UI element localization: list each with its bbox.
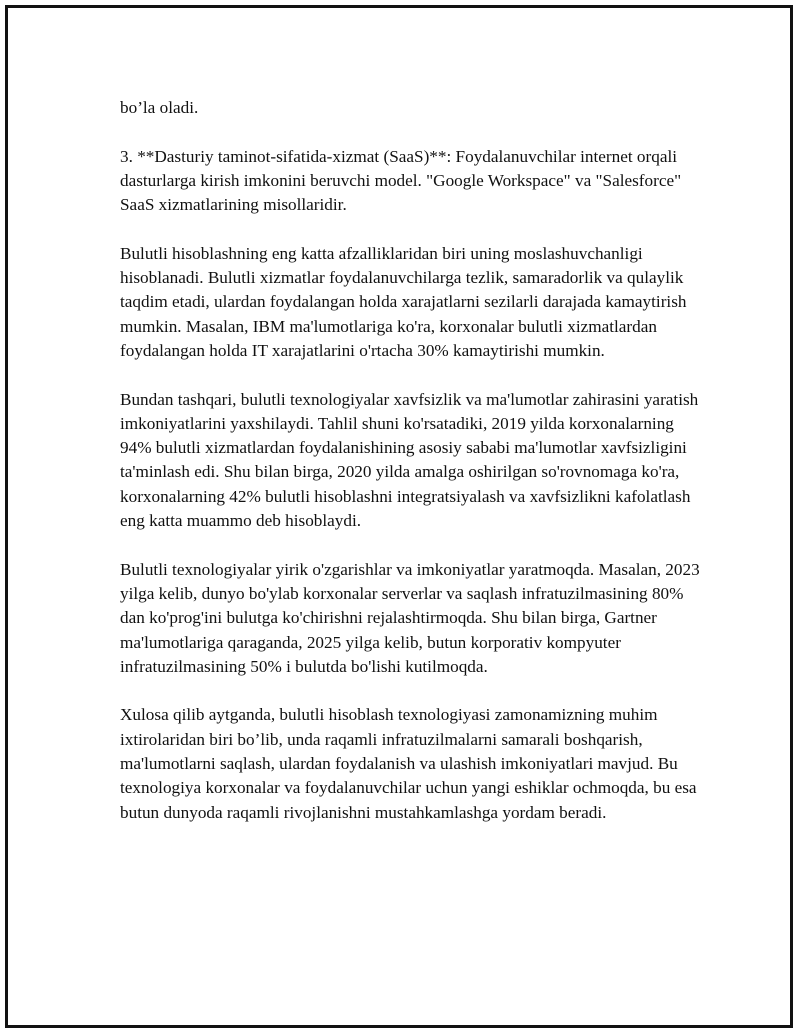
paragraph-security: Bundan tashqari, bulutli texnologiyalar xavfsizlik va ma'lumotlar zahirasini yaratish imkoniyatlarini yaxshilaydi. Tahlil shuni ko'rsatadiki, 2019 yilda korxonalarning 94% bulutli xizmatlardan foydalanishining asosiy sababi ma'lumotlar xavfsizligini ta'minlash edi. Shu bilan birga, 2020 yilda amalga oshirilgan so'rovnomaga ko'ra, korxonalarning 42% bulutli hisoblashni integratsiyalash va xavfsizlikni kafolatlash eng katta muammo deb hisoblaydi. xyxy=(120,389,699,531)
document-page xyxy=(5,5,793,1028)
paragraph-flexibility: Bulutli hisoblashning eng katta afzalliklaridan biri uning moslashuvchanligi hisoblanadi. Bulutli xizmatlar foydalanuvchilarga tezlik, samaradorlik va qulaylik taqdim etadi, ulardan foydalangan holda xarajatlarni sezilarli darajada kamaytirish mumkin. Masalan, IBM ma'lumotlariga ko'ra, korxonalar bulutli xizmatlardan foydalangan holda IT xarajatlarini o'rtacha 30% kamaytirishi mumkin. xyxy=(120,243,687,360)
paragraph-changes: Bulutli texnologiyalar yirik o'zgarishlar va imkoniyatlar yaratmoqda. Masalan, 2023 yilga kelib, dunyo bo'ylab korxonalar serverlar va saqlash infratuzilmasining 80% dan ko'prog'ini bulutga ko'chirishni rejalashtirmoqda. Shu bilan birga, Gartner ma'lumotlariga qaraganda, 2025 yilga kelib, butun korporativ kompyuter infratuzilmasining 50% i bulutda bo'lishi kutilmoqda. xyxy=(120,559,700,676)
document-body xyxy=(120,96,700,825)
paragraph-conclusion: Xulosa qilib aytganda, bulutli hisoblash texnologiyasi zamonamizning muhim ixtirolaridan biri bo’lib, unda raqamli infratuzilmalarni samarali boshqarish, ma'lumotlarni saqlash, ulardan foydalanish va ulashish imkoniyatlari mavjud. Bu texnologiya korxonalar va foydalanuvchilar uchun yangi eshiklar ochmoqda, bu esa butun dunyoda raqamli rivojlanishni mustahkamlashga yordam beradi. xyxy=(120,705,697,822)
paragraph-continuation: bo’la oladi. xyxy=(120,98,199,117)
paragraph-saas: 3. **Dasturiy taminot-sifatida-xizmat (SaaS)**: Foydalanuvchilar internet orqali dasturlarga kirish imkonini beruvchi model. "Google Workspace" va "Salesforce" SaaS xizmatlarining misollaridir. xyxy=(120,146,682,215)
